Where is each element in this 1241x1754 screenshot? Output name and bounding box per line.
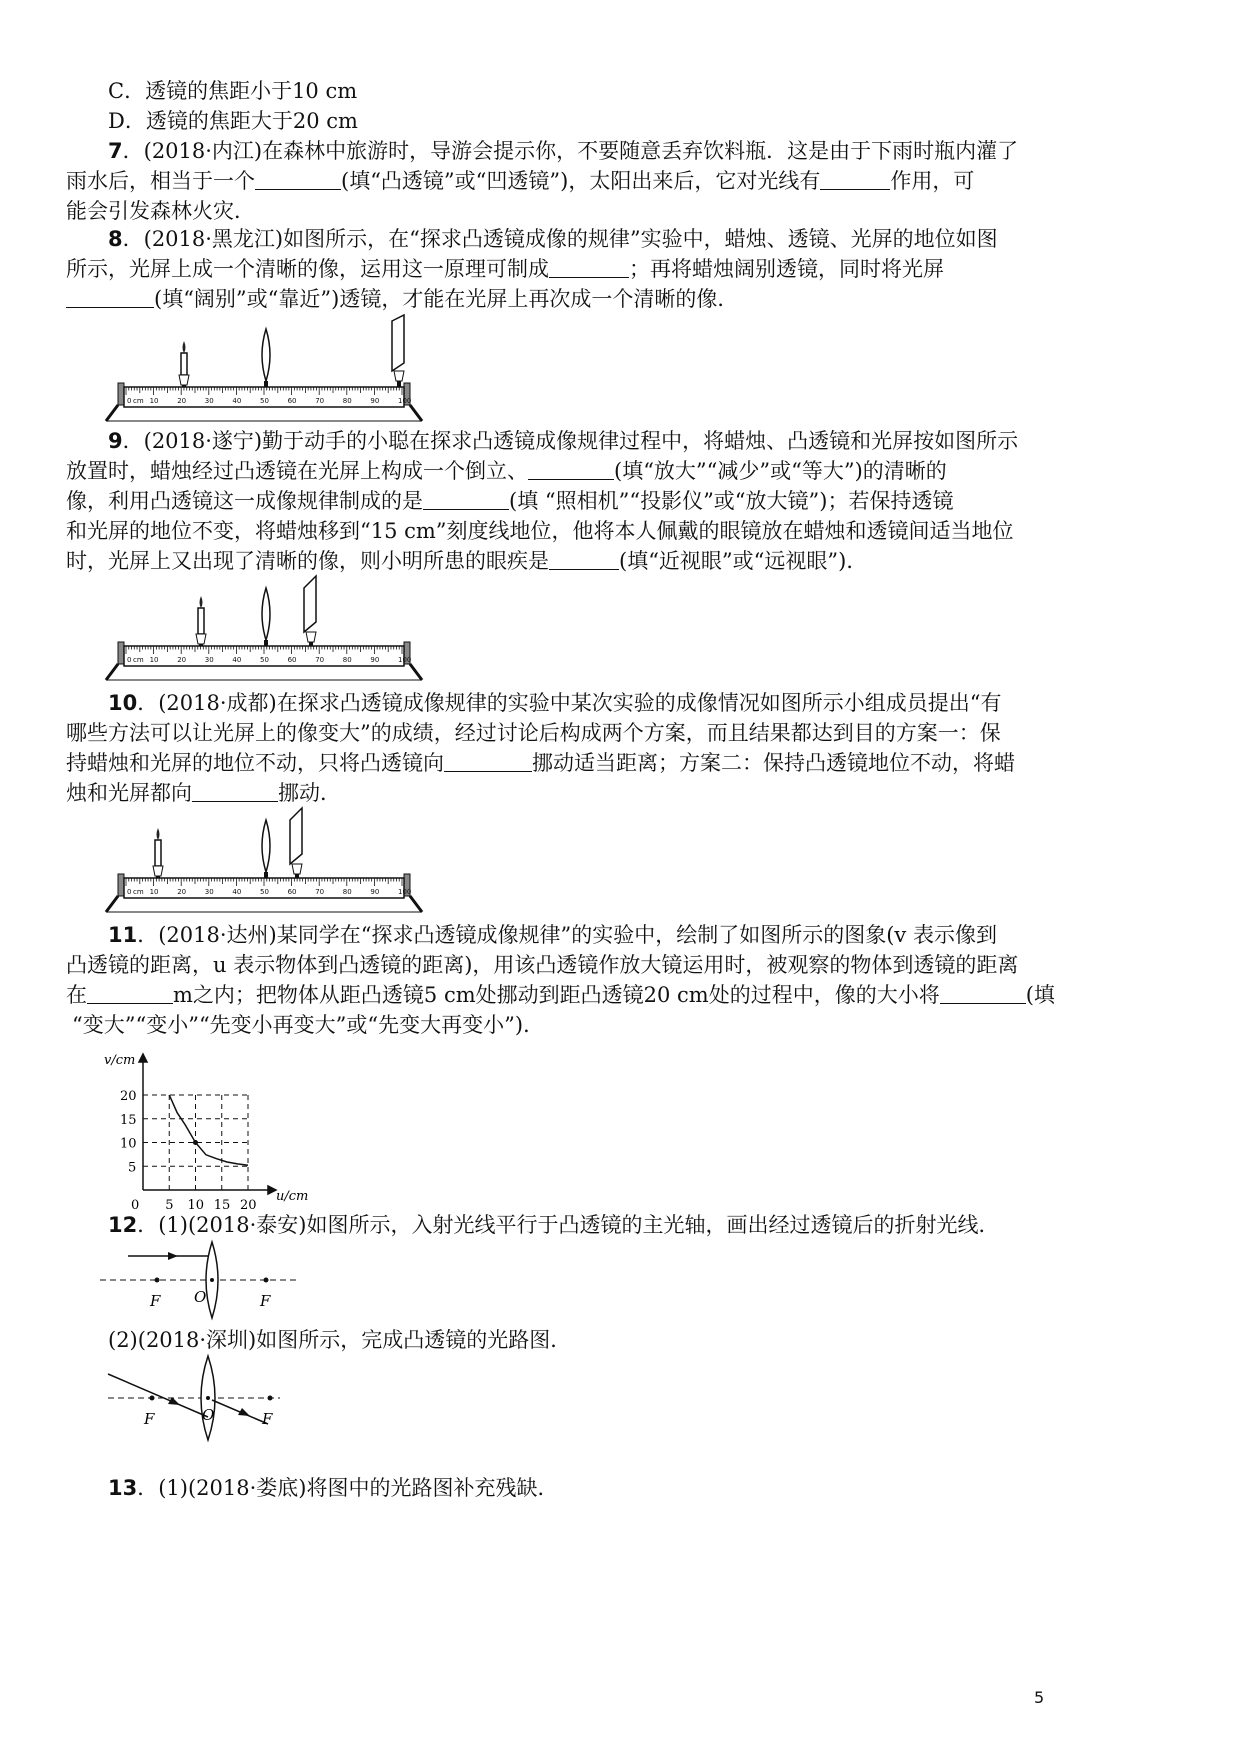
ruler-label: 80 (342, 888, 352, 896)
ruler-label: 80 (342, 656, 352, 664)
question-text: 挪动． (278, 781, 341, 805)
ruler-label: 90 (370, 656, 380, 664)
question-9-line-5 (66, 547, 867, 575)
y-tick-label: 20 (120, 1089, 137, 1104)
y-tick-label: 10 (120, 1136, 137, 1152)
ruler-label: 100 (398, 397, 412, 405)
question-7-line-1 (108, 137, 1018, 165)
question-text: m之内；把物体从距凸透镜5 cm处挪动到距凸透镜20 cm处的过程中，像的大小将 (173, 983, 940, 1007)
question-11-line-2: 凸透镜的距离，u 表示物体到凸透镜的距离)，用该凸透镜作放大镜运用时，被观察的物体到透镜的距离 (66, 953, 1019, 977)
answer-blank[interactable] (255, 169, 341, 190)
ruler-label: 30 (204, 656, 214, 664)
ruler-label: 90 (370, 397, 380, 405)
question-text: (填“放大”“减少”或“等大”)的清晰的 (614, 459, 947, 483)
question-number: 12 (108, 1213, 138, 1237)
option-c: C．透镜的焦距小于10 cm (108, 79, 358, 103)
ruler-label: 100 (398, 656, 412, 664)
answer-blank[interactable] (192, 781, 278, 802)
ruler-label: 50 (260, 888, 269, 896)
question-text: 烛和光屏都向 (66, 781, 192, 805)
ruler-unit: cm (133, 656, 144, 664)
question-11-line-3 (66, 981, 1055, 1009)
question-13-line-1 (108, 1474, 558, 1502)
ruler-label: 50 (260, 397, 269, 405)
ruler-label: 0 (127, 656, 132, 664)
lens-diagram-parallel-ray (100, 1240, 310, 1322)
ruler-label: 70 (315, 888, 325, 896)
answer-blank[interactable] (66, 287, 154, 308)
question-number: 8 (108, 227, 123, 251)
focal-point-right (264, 1278, 269, 1283)
question-text: 放置时，蜡烛经过凸透镜在光屏上构成一个倒立、 (66, 459, 528, 483)
optical-center (210, 1278, 214, 1282)
question-10-line-2: 哪些方法可以让光屏上的像变大”的成绩，经过讨论后构成两个方案，而且结果都达到目的方案一：保 (66, 721, 1001, 745)
focal-label-right: F (262, 1410, 273, 1428)
ruler-label: 10 (149, 888, 159, 896)
incident-ray (108, 1374, 208, 1417)
question-text: 雨水后，相当于一个 (66, 169, 255, 193)
question-text: 所示，光屏上成一个清晰的像，运用这一原理可制成 (66, 257, 549, 281)
ruler-label: 90 (370, 888, 380, 896)
question-text: (填“凸透镜”或“凹透镜”)，太阳出来后，它对光线有 (341, 169, 821, 193)
question-text: ．(2018·成都)在探求凸透镜成像规律的实验中某次实验的成像情况如图所示小组成员提出“有 (137, 691, 1002, 715)
question-8-line-1 (108, 225, 998, 253)
v-u-graph (100, 1052, 340, 1212)
question-text: ．(2018·遂宁)勤于动手的小聪在探求凸透镜成像规律过程中，将蜡烛、凸透镜和光屏按如图所示 (122, 429, 1019, 453)
ruler-label: 40 (232, 397, 242, 405)
y-tick-labels (120, 1089, 137, 1175)
question-10-line-1 (108, 689, 1001, 717)
focal-point-right (268, 1396, 273, 1401)
question-8-line-3 (66, 285, 738, 313)
series-line (169, 1095, 248, 1165)
question-9-line-1 (108, 427, 1018, 455)
center-label: O (202, 1406, 215, 1424)
ruler-label: 10 (149, 656, 159, 664)
optical-center (206, 1396, 210, 1400)
question-9-line-2 (66, 457, 947, 485)
ruler-label: 20 (177, 656, 187, 664)
question-number: 13 (108, 1476, 138, 1500)
ruler-label: 30 (204, 888, 214, 896)
question-text: ．(1)(2018·泰安)如图所示，入射光线平行于凸透镜的主光轴，画出经过透镜后的折射光线． (137, 1213, 1000, 1237)
x-tick-label: 10 (187, 1198, 205, 1213)
question-12-line-1 (108, 1211, 999, 1239)
y-tick-label: 5 (128, 1160, 137, 1176)
question-text: (填“阔别”或“靠近”)透镜，才能在光屏上再次成一个清晰的像． (154, 287, 739, 311)
question-text: (填“近视眼”或“远视眼”)． (619, 549, 868, 573)
focal-label-left: F (150, 1292, 161, 1310)
question-text: 时，光屏上又出现了清晰的像，则小明所患的眼疾是 (66, 549, 549, 573)
ruler (106, 642, 422, 680)
question-number: 11 (108, 923, 138, 947)
answer-blank[interactable] (549, 549, 619, 570)
ruler-label: 70 (315, 656, 325, 664)
chart-axes (139, 1054, 276, 1194)
y-axis-label: v/cm (104, 1053, 136, 1068)
question-text: (填 “照相机”“投影仪”或“放大镜”)；若保持透镜 (509, 489, 954, 513)
ruler-label: 30 (204, 397, 214, 405)
page-number: 5 (1034, 1688, 1045, 1707)
ruler-label: 60 (287, 397, 297, 405)
question-7-line-3: 能会引发森林火灾． (66, 199, 255, 223)
answer-blank[interactable] (423, 489, 509, 510)
center-label: O (194, 1288, 207, 1306)
refracted-ray (212, 1400, 268, 1424)
ruler-label: 60 (287, 656, 297, 664)
question-12-part-2: (2)(2018·深圳)如图所示，完成凸透镜的光路图． (108, 1328, 572, 1352)
question-text: (填 (1025, 983, 1055, 1007)
focal-point-left (150, 1396, 155, 1401)
question-number: 7 (108, 139, 123, 163)
question-text: 作用，可 (890, 169, 975, 193)
question-9-line-3 (66, 487, 953, 515)
ruler-label: 80 (342, 397, 352, 405)
ruler-label: 70 (315, 397, 325, 405)
x-tick-label: 20 (240, 1198, 257, 1213)
question-11-line-4: “变大”“变小”“先变小再变大”或“先变大再变小”)． (72, 1013, 545, 1037)
x-tick-label: 0 (131, 1198, 140, 1213)
question-text: ；再将蜡烛阔别透镜，同时将光屏 (629, 257, 944, 281)
ruler-label: 10 (149, 397, 159, 405)
x-tick-label: 15 (213, 1198, 231, 1213)
y-tick-label: 15 (120, 1112, 137, 1128)
ruler-label: 0 (127, 888, 132, 896)
x-axis-label: u/cm (276, 1189, 309, 1204)
question-text: ．(1)(2018·娄底)将图中的光路图补充残缺． (137, 1476, 559, 1500)
ruler-unit: cm (133, 397, 144, 405)
incident-ray (128, 1252, 212, 1260)
data-point (193, 1140, 198, 1145)
ruler (106, 383, 422, 421)
ruler-label: 40 (232, 656, 242, 664)
ruler-label: 20 (177, 397, 187, 405)
ruler-label: 0 (127, 397, 132, 405)
question-text: 在 (66, 983, 87, 1007)
question-text: ．(2018·黑龙江)如图所示，在“探求凸透镜成像的规律”实验中，蜡烛、透镜、光屏的地位如图 (122, 227, 998, 251)
question-number: 9 (108, 429, 123, 453)
ruler-label: 60 (287, 888, 297, 896)
ruler (106, 874, 422, 912)
question-number: 10 (108, 691, 138, 715)
optical-bench-figure-q8 (104, 315, 439, 423)
question-text: 像，利用凸透镜这一成像规律制成的是 (66, 489, 423, 513)
focal-label-right: F (260, 1292, 271, 1310)
answer-blank[interactable] (549, 257, 629, 278)
ruler-label: 100 (398, 888, 412, 896)
answer-blank[interactable] (820, 169, 890, 190)
focal-label-left: F (144, 1410, 155, 1428)
question-10-line-4 (66, 779, 341, 807)
chart-series (169, 1095, 248, 1165)
optical-bench-figure-q10 (104, 806, 439, 914)
question-9-line-4: 和光屏的地位不变，将蜡烛移到“15 cm”刻度线地位，他将本人佩戴的眼镜放在蜡烛和透镜间适当地位 (66, 519, 1014, 543)
question-7-line-2 (66, 167, 974, 195)
option-d: D．透镜的焦距大于20 cm (108, 109, 358, 133)
question-10-line-3 (66, 749, 1015, 777)
answer-blank[interactable] (444, 751, 532, 772)
question-text: ．(2018·达州)某同学在“探求凸透镜成像规律”的实验中，绘制了如图所示的图象(v 表示像到 (137, 923, 997, 947)
focal-point-left (155, 1278, 160, 1283)
answer-blank[interactable] (87, 983, 173, 1004)
ruler-label: 40 (232, 888, 242, 896)
ruler-unit: cm (133, 888, 144, 896)
question-11-line-1 (108, 921, 997, 949)
optical-bench-figure-q9 (104, 574, 439, 682)
question-text: 挪动适当距离；方案二：保持凸透镜地位不动，将蜡 (532, 751, 1015, 775)
x-tick-label: 5 (165, 1198, 174, 1213)
ruler-label: 20 (177, 888, 187, 896)
answer-blank[interactable] (528, 459, 614, 480)
question-text: ．(2018·内江)在森林中旅游时，导游会提示你，不要随意丢弃饮料瓶．这是由于下雨时瓶内灌了 (122, 139, 1019, 163)
question-8-line-2 (66, 255, 944, 283)
answer-blank[interactable] (940, 983, 1026, 1004)
ruler-label: 50 (260, 656, 269, 664)
question-text: 持蜡烛和光屏的地位不动，只将凸透镜向 (66, 751, 444, 775)
lens-diagram-focus-ray (100, 1354, 300, 1454)
